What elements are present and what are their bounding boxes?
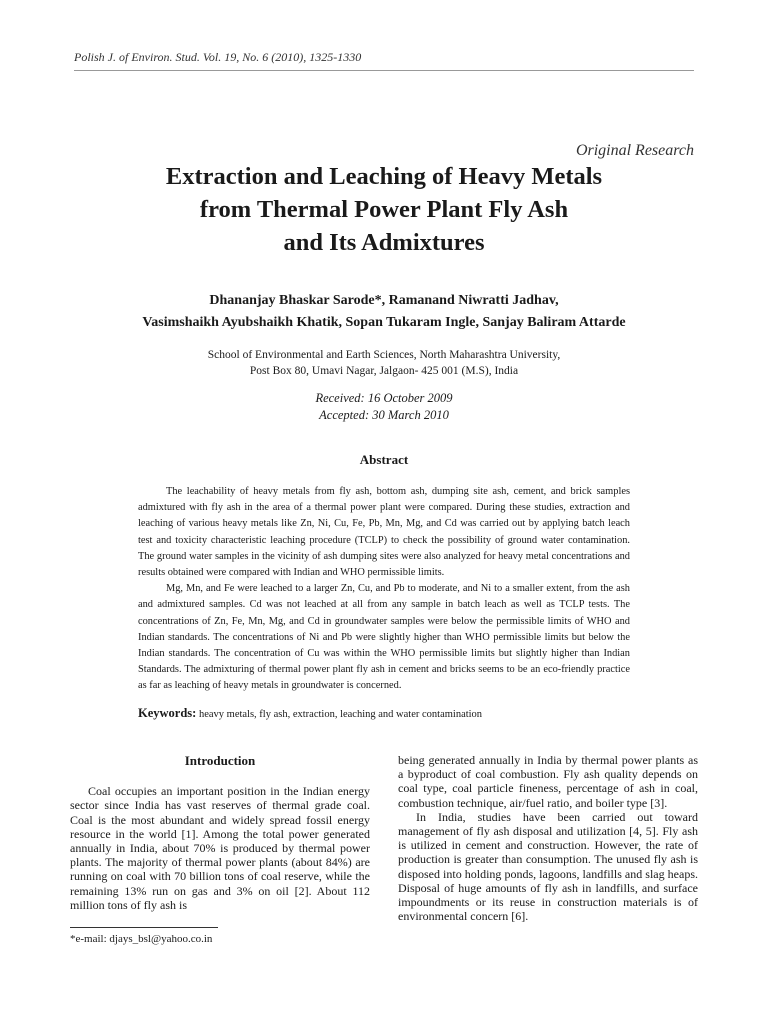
journal-citation: Polish J. of Environ. Stud. Vol. 19, No. 6 (2010), 1325-1330 [74, 50, 362, 64]
affiliation-line: School of Environmental and Earth Sciences, North Maharashtra University, [207, 349, 561, 361]
footnote-email: *e-mail: djays_bsl@yahoo.co.in [70, 933, 213, 945]
title-line: and Its Admixtures [283, 229, 485, 256]
left-column [70, 754, 370, 912]
article-type: Original Research [575, 142, 694, 159]
keywords-text: heavy metals, fly ash, extraction, leaching and water contamination [198, 709, 483, 720]
article-dates [74, 390, 694, 424]
right-column [398, 753, 698, 923]
title-line: from Thermal Power Plant Fly Ash [199, 196, 569, 223]
body-paragraph: Coal occupies an important position in the Indian energy sector since India has vast reserves of thermal grade coal. Coal is the most abundant and widely spread fossil energy resource in the world [1]. Among the total power generated annually in India, about 70% is produced by thermal power plants. The majority of thermal power plants (about 84%) are running on coal with 70 billion tons of coal reserve, while the remaining 13% run on gas and 3% on oil [2]. About 112 million tons of fly ash is [70, 784, 370, 912]
author-line: Vasimshaikh Ayubshaikh Khatik, Sopan Tukaram Ingle, Sanjay Baliram Attarde [142, 315, 626, 330]
author-list [74, 290, 694, 334]
body-paragraph: being generated annually in India by thermal power plants as a byproduct of coal combustion. Fly ash quality depends on coal type, coal particle fineness, percentage of ash in coal, combustion technique, air/fuel ratio, and boiler type [3]. [398, 753, 698, 810]
body-paragraph: In India, studies have been carried out toward management of fly ash disposal and utilization [4, 5]. Fly ash is utilized in cement and construction. However, the rate of production is greater than consumption. The unused fly ash is disposed into holding ponds, lagoons, landfills and slag heaps. Disposal of huge amounts of fly ash in landfills, and surface impoundments or its reuse in construction materials is of environmental concern [6]. [398, 809, 698, 924]
keywords-line [138, 706, 630, 721]
abstract-paragraph: The leachability of heavy metals from fly ash, bottom ash, dumping site ash, cement, and brick samples admixtured with fly ash in the area of a thermal power plant were compared. During these studies, extraction and leaching of various heavy metals like Zn, Ni, Cu, Fe, Pb, Mn, Mg, and Cd was carried out by applying batch leach test and toxicity characteristic leaching procedure (TCLP) to check the possibility of ground water contamination. The ground water samples in the vicinity of ash dumping sites were also analyzed for heavy metal concentrations and results obtained were compared with Indian and WHO permissible limits. [138, 486, 630, 579]
abstract-heading: Abstract [359, 452, 409, 467]
accepted-date: Accepted: 30 March 2010 [319, 408, 449, 422]
author-line: Dhananjay Bhaskar Sarode*, Ramanand Niwratti Jadhav, [209, 293, 559, 308]
title-line: Extraction and Leaching of Heavy Metals [165, 163, 603, 190]
received-date: Received: 16 October 2009 [315, 391, 453, 405]
keywords-label: Keywords: [138, 706, 197, 720]
affiliation-line: Post Box 80, Umavi Nagar, Jalgaon- 425 001 (M.S), India [249, 365, 519, 377]
abstract-paragraph: Mg, Mn, and Fe were leached to a larger Zn, Cu, and Pb to moderate, and Ni to a smaller extent, from the ash and admixtured samples. Cd was not leached at all from any sample in batch leach as well as TCLP tests. The concentrations of Zn, Fe, Mn, Mg, and Cd in groundwater samples were below the permissible limits of WHO and Indian standards. The concentrations of Ni and Pb were slightly higher than WHO permissible limits but below the Indian standards. The concentration of Cu was within the WHO permissible limits but slightly higher than Indian Standards. The admixturing of thermal power plant fly ash in cement and bricks seems to be an eco-friendly practice as far as leaching of heavy metals in groundwater is concerned. [138, 583, 630, 692]
header-rule [74, 70, 694, 71]
abstract-body [138, 484, 630, 695]
introduction-heading: Introduction [184, 753, 256, 768]
paper-title [74, 160, 694, 259]
affiliation [74, 347, 694, 379]
footnote-rule [70, 927, 218, 928]
